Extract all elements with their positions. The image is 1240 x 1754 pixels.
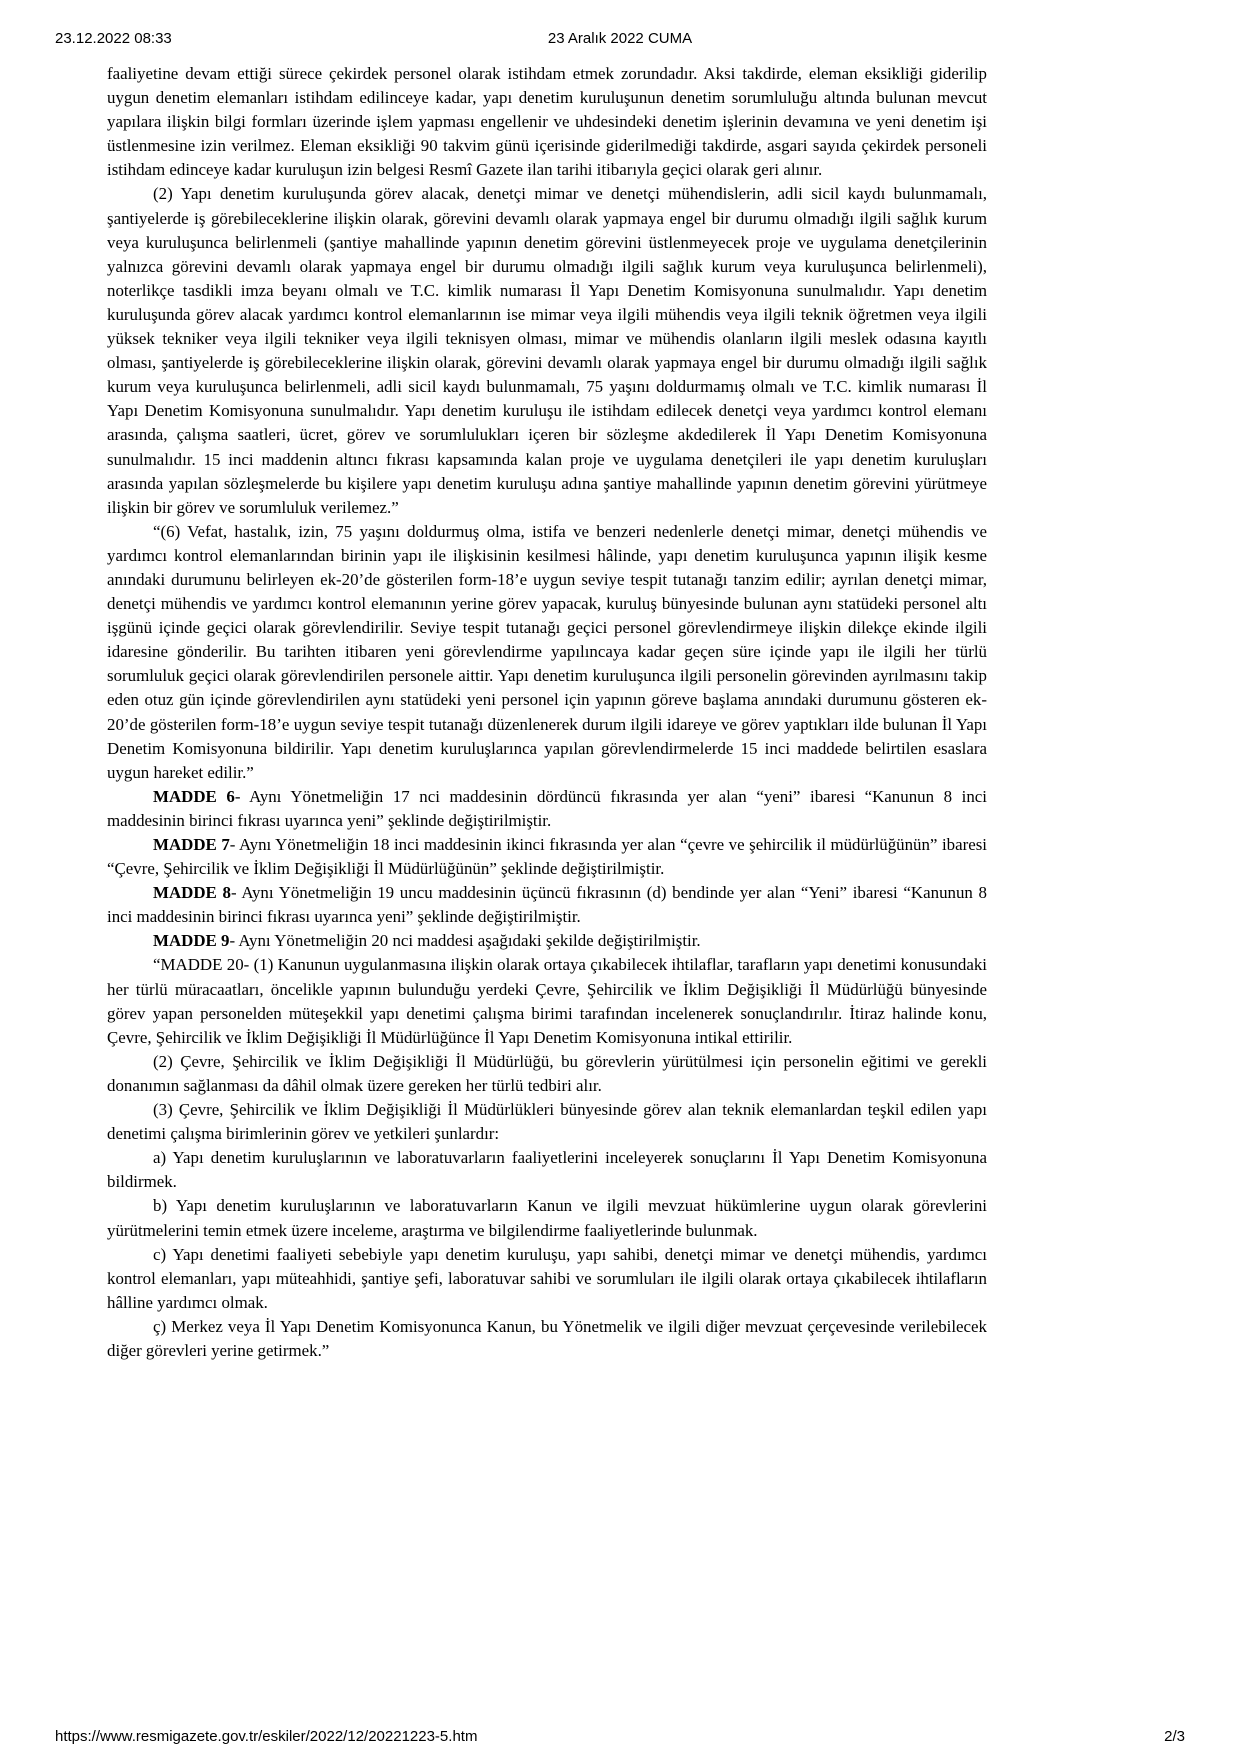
article-20-paragraph-2: (2) Çevre, Şehircilik ve İklim Değişikliği İl Müdürlüğü, bu görevlerin yürütülmesi için personelin eğitimi ve gerekli donanımın sağlanması da dâhil olmak üzere gereken her türlü tedbiri alır. — [107, 1051, 987, 1095]
print-footer — [55, 1728, 1185, 1748]
print-datetime: 23.12.2022 08:33 — [55, 30, 172, 47]
article-7 — [107, 833, 987, 881]
article-6 — [107, 785, 987, 833]
article-8 — [107, 881, 987, 929]
article-9 — [107, 929, 987, 953]
article-6-text: - Aynı Yönetmeliğin 17 nci maddesinin dördüncü fıkrasında yer alan “yeni” ibaresi “Kanunun 8 inci maddesinin birinci fıkrası uyarınca yeni” şeklinde değiştirilmiştir. — [107, 786, 987, 830]
article-8-text: - Aynı Yönetmeliğin 19 uncu maddesinin üçüncü fıkrasının (d) bendinde yer alan “Yeni” ibaresi “Kanunun 8 inci maddesinin birinci fıkrası uyarınca yeni” şeklinde değiştirilmiştir. — [107, 883, 987, 927]
paragraph-6-quote: “(6) Vefat, hastalık, izin, 75 yaşını doldurmuş olma, istifa ve benzeri nedenlerle denetçi mimar, denetçi mühendis ve yardımcı kontrol elemanlarından birinin yapı ile ilişkisinin kesilmesi hâlinde, yapı denetim kuruluşunca yapının ilişik kesme anındaki durumunu belirleyen ek-20’de gösterilen form-18’e uygun seviye tespit tutanağı tanzim edilir; ayrılan denetçi mimar, denetçi mühendis ve yardımcı kontrol elemanının yerine görev yapacak, kuruluş bünyesinde bulunan aynı statüdeki personel altı işgünü içinde geçici olarak görevlendirilir. Seviye tespit tutanağı geçici personel görevlendirmeye ilişkin dilekçe ekinde ilgili idaresine gönderilir. Bu tarihten itibaren yeni görevlendirme yapılıncaya kadar geçen süre içinde yapı ile ilgili her türlü sorumluluk geçici olarak görevlendirilen personele aittir. Yapı denetim kuruluşunca ilgili personelin görevinden ayrılmasını takip eden otuz gün içinde görevlendirilen aynı statüdeki yeni personel için yapının göreve başlama anındaki durumunu gösteren ek-20’de gösterilen form-18’e uygun seviye tespit tutanağı düzenlenerek durum ilgili idareye ve görev yaptıkları ilde bulunan İl Yapı Denetim Komisyonuna bildirilir. Yapı denetim kuruluşlarınca yapılan görevlendirmelerde 15 inci maddede belirtilen esaslara uygun hareket edilir.” — [107, 521, 987, 782]
list-item-cc: ç) Merkez veya İl Yapı Denetim Komisyonunca Kanun, bu Yönetmelik ve ilgili diğer mevzuat çerçevesinde verilebilecek diğer görevleri yerine getirmek.” — [107, 1316, 987, 1360]
article-7-text: - Aynı Yönetmeliğin 18 inci maddesinin ikinci fıkrasında yer alan “çevre ve şehircilik il müdürlüğünün” ibaresi “Çevre, Şehircilik ve İklim Değişikliği İl Müdürlüğünün” şeklinde değiştirilmiştir. — [107, 835, 987, 879]
list-item-b: b) Yapı denetim kuruluşlarının ve laboratuvarların Kanun ve ilgili mevzuat hükümlerine uygun olarak görevlerini yürütmelerini temin etmek üzere inceleme, araştırma ve bilgilendirme faaliyetlerinde bulunmak. — [107, 1196, 987, 1240]
article-20-paragraph-1: “MADDE 20- (1) Kanunun uygulanmasına ilişkin olarak ortaya çıkabilecek ihtilaflar, tarafların yapı denetimi konusundaki her türlü müracaatları, öncelikle yapının bulunduğu yerdeki Çevre, Şehircilik ve İklim Değişikliği İl Müdürlüğü bünyesinde görev yapan personelden müteşekkil yapı denetimi çalışma birimi tarafından incelenerek sonuçlandırılır. İtiraz halinde konu, Çevre, Şehircilik ve İklim Değişikliği İl Müdürlüğünce İl Yapı Denetim Komisyonuna intikal ettirilir. — [107, 955, 987, 1047]
page-number: 2/3 — [1164, 1728, 1185, 1745]
paragraph-continuation: faaliyetine devam ettiği sürece çekirdek personel olarak istihdam etmek zorundadır. Aksi takdirde, eleman eksikliği giderilip uygun denetim elemanları istihdam edilinceye kadar, yapı denetim kuruluşunun denetim sorumluluğu altında bulunan mevcut yapılara ilişkin bilgi formları üzerinde işlem yapması engellenir ve uhdesindeki denetim işlerinin devamına ve yeni denetim işi üstlenmesine izin verilmez. Eleman eksikliği 90 takvim günü içerisinde giderilmediği takdirde, asgari sayıda çekirdek personeli istihdam edinceye kadar kuruluşun izin belgesi Resmî Gazete ilan tarihi itibarıyla geçici olarak geri alınır. — [107, 64, 987, 180]
article-20-paragraph-3: (3) Çevre, Şehircilik ve İklim Değişikliği İl Müdürlükleri bünyesinde görev alan teknik elemanlardan teşkil edilen yapı denetimi çalışma birimlerinin görev ve yetkileri şunlardır: — [107, 1100, 987, 1144]
article-8-label: MADDE 8 — [153, 883, 231, 903]
document-body — [107, 62, 987, 1363]
page-title: 23 Aralık 2022 CUMA — [547, 30, 693, 47]
source-url[interactable]: https://www.resmigazete.gov.tr/eskiler/2022/12/20221223-5.htm — [55, 1728, 478, 1745]
article-6-label: MADDE 6 — [153, 786, 235, 806]
article-7-label: MADDE 7 — [153, 835, 230, 854]
article-9-text: - Aynı Yönetmeliğin 20 nci maddesi aşağıdaki şekilde değiştirilmiştir. — [229, 931, 701, 951]
list-item-c: c) Yapı denetimi faaliyeti sebebiyle yapı denetim kuruluşu, yapı sahibi, denetçi mimar ve denetçi mühendis, yardımcı kontrol elemanları, yapı müteahhidi, şantiye şefi, laboratuvar sahibi ve sorumluları ile ilgili olarak ortaya çıkabilecek ihtilafların hâlline yardımcı olmak. — [107, 1244, 987, 1312]
print-header — [55, 30, 1185, 50]
list-item-a: a) Yapı denetim kuruluşlarının ve laboratuvarların faaliyetlerini inceleyerek sonuçlarını İl Yapı Denetim Komisyonuna bildirmek. — [107, 1148, 987, 1192]
paragraph-2: (2) Yapı denetim kuruluşunda görev alacak, denetçi mimar ve denetçi mühendislerin, adli sicil kaydı bulunmamalı, şantiyelerde iş görebileceklerine ilişkin olarak, görevini devamlı olarak yapmaya engel bir durumu olmadığı ilgili sağlık kurum veya kuruluşunca belirlenmeli (şantiye mahallinde yapının denetim görevini üstlenmeyecek proje ve uygulama denetçilerinin yalnızca görevini devamlı olarak yapmaya engel bir durumu olmadığı ilgili sağlık kurum veya kuruluşunca belirlenmeli), noterlikçe tasdikli imza beyanı olmalı ve T.C. kimlik numarası İl Yapı Denetim Komisyonuna sunulmalıdır. Yapı denetim kuruluşunda görev alacak yardımcı kontrol elemanlarının ise mimar veya ilgili mühendis veya ilgili teknik öğretmen veya ilgili yüksek tekniker veya ilgili tekniker veya ilgili teknisyen olması, mimar ve mühendis olanların ilgili meslek odasına kayıtlı olması, şantiyelerde iş görebileceklerine ilişkin olarak, görevini devamlı olarak yapmaya engel bir durumu olmadığı ilgili sağlık kurum veya kuruluşunca belirlenmeli, adli sicil kaydı bulunmamalı, 75 yaşını doldurmamış olmalı ve T.C. kimlik numarası İl Yapı Denetim Komisyonuna sunulmalıdır. Yapı denetim kuruluşu ile istihdam edilecek denetçi veya yardımcı kontrol elemanı arasında, çalışma saatleri, ücret, görev ve sorumlulukları içeren bir sözleşme akdedilerek İl Yapı Denetim Komisyonuna sunulmalıdır. 15 inci maddenin altıncı fıkrası kapsamında kalan proje ve uygulama denetçileri ile yapı denetim kuruluşları arasında yapılan sözleşmelerde bu kişilere yapı denetim kuruluşu adına şantiye mahallinde yapının denetim görevini yürütmeye ilişkin bir görev ve sorumluluk verilemez.” — [107, 184, 987, 517]
article-9-label: MADDE 9 — [153, 931, 230, 951]
